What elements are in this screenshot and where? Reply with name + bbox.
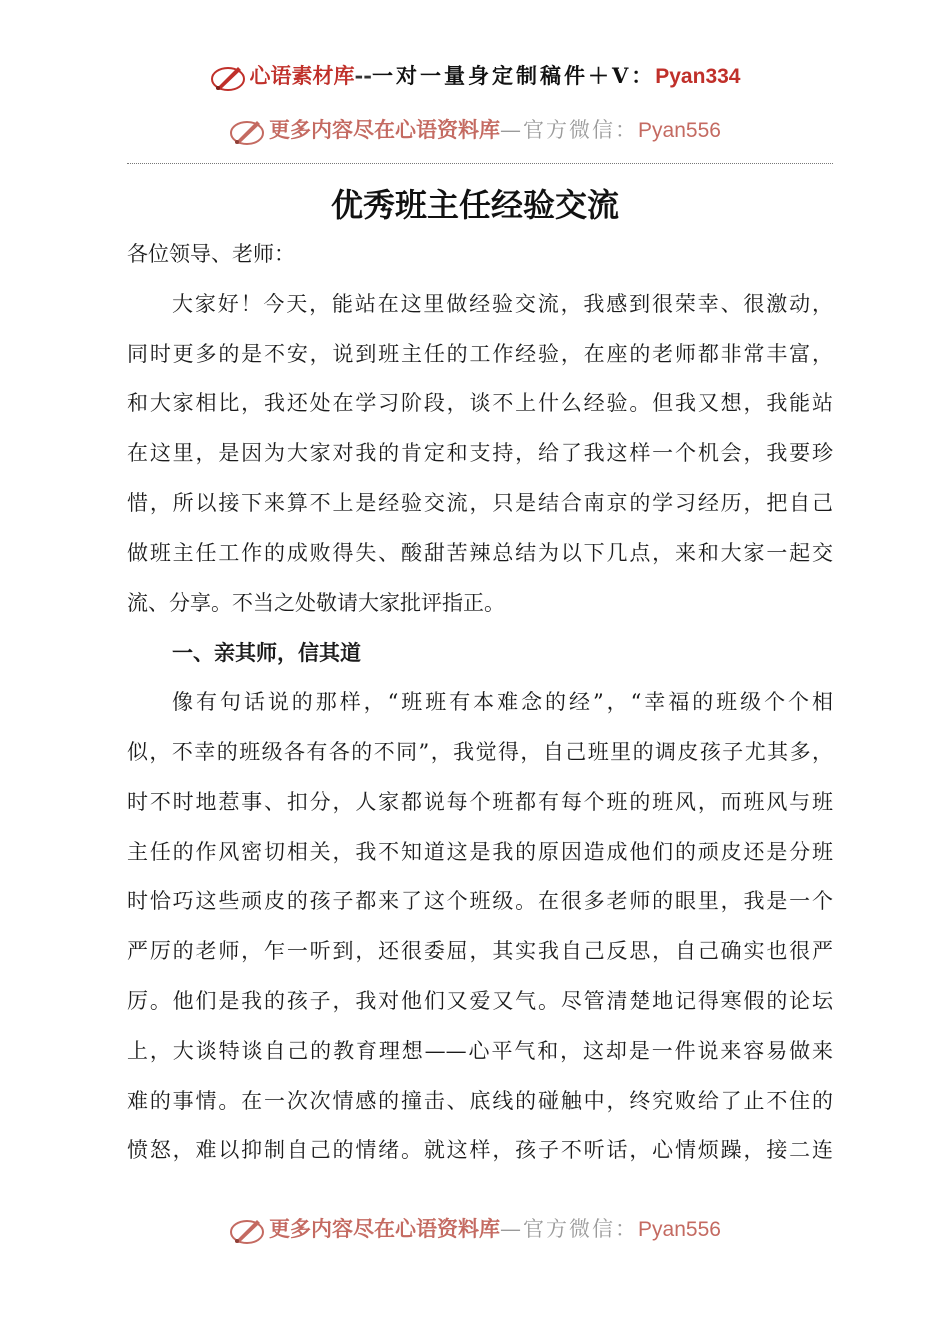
header-banner [0,60,950,93]
paragraph-line: 难的事情。在一次次情感的撞击、底线的碰触中，终究败给了止不住的 [127,1088,833,1113]
paragraph-line: 愤怒，难以抑制自己的情绪。就这样，孩子不听话，心情烦躁，接二连 [127,1138,833,1163]
paragraph-line: 在这里，是因为大家对我的肯定和支持，给了我这样一个机会，我要珍 [127,441,833,466]
subheader-banner [0,114,950,147]
paragraph-line: 和大家相比，我还处在学习阶段，谈不上什么经验。但我又想，我能站 [127,391,833,416]
subheader-wechat-id: Pyan556 [638,119,721,142]
paragraph-line: 时不时地惹事、扣分，人家都说每个班都有每个班的班风，而班风与班 [127,789,833,814]
section-heading: 一、亲其师，信其道 [172,640,361,666]
header-wechat-id: Pyan334 [655,65,741,88]
paragraph-line: 上，大谈特谈自己的教育理想——心平气和，这却是一件说来容易做来 [127,1038,833,1063]
document-title: 优秀班主任经验交流 [330,186,619,224]
paragraph-line: 同时更多的是不安，说到班主任的工作经验，在座的老师都非常丰富， [127,341,833,366]
subheader-promo: 更多内容尽在心语资料库 [269,117,501,142]
footer-promo: 更多内容尽在心语资料库 [269,1216,501,1241]
paragraph-line: 主任的作风密切相关，我不知道这是我的原因造成他们的顽皮还是分班 [127,839,833,864]
footer-banner [0,1213,950,1246]
quill-pen-logo-icon [210,63,246,93]
document-body [127,230,833,1176]
header-dash: -- [354,63,372,88]
paragraph-line: 做班主任工作的成败得失、酸甜苦辣总结为以下几点，来和大家一起交 [127,540,833,565]
paragraph-line: 时恰巧这些顽皮的孩子都来了这个班级。在很多老师的眼里，我是一个 [127,889,833,914]
footer-wechat-id: Pyan556 [638,1218,721,1241]
footer-official-label: —官方微信： [500,1217,639,1241]
paragraph-line: 大家好！今天，能站在这里做经验交流，我感到很荣幸、很激动， [172,291,833,316]
paragraph-line: 严厉的老师，乍一听到，还很委屈，其实我自己反思，自己确实也很严 [127,939,833,964]
header-slogan: 一对一量身定制稿件＋V： [371,63,656,88]
paragraph-line: 像有句话说的那样，“班班有本难念的经”，“幸福的班级个个相 [172,690,833,715]
paragraph-line: 厉。他们是我的孩子，我对他们又爱又气。尽管清楚地记得寒假的论坛 [127,988,833,1013]
paragraph-line: 似，不幸的班级各有各的不同”，我觉得，自己班里的调皮孩子尤其多， [127,739,833,764]
paragraph-line: 流、分享。不当之处敬请大家批评指正。 [127,590,505,615]
paragraph-line: 惜，所以接下来算不上是经验交流，只是结合南京的学习经历，把自己 [127,490,833,515]
salutation: 各位领导、老师： [127,242,295,266]
header-divider [127,163,833,164]
quill-pen-logo-icon [229,117,265,147]
brand-name: 心语素材库 [249,63,355,88]
quill-pen-logo-icon [229,1216,265,1246]
subheader-official-label: —官方微信： [500,118,639,142]
